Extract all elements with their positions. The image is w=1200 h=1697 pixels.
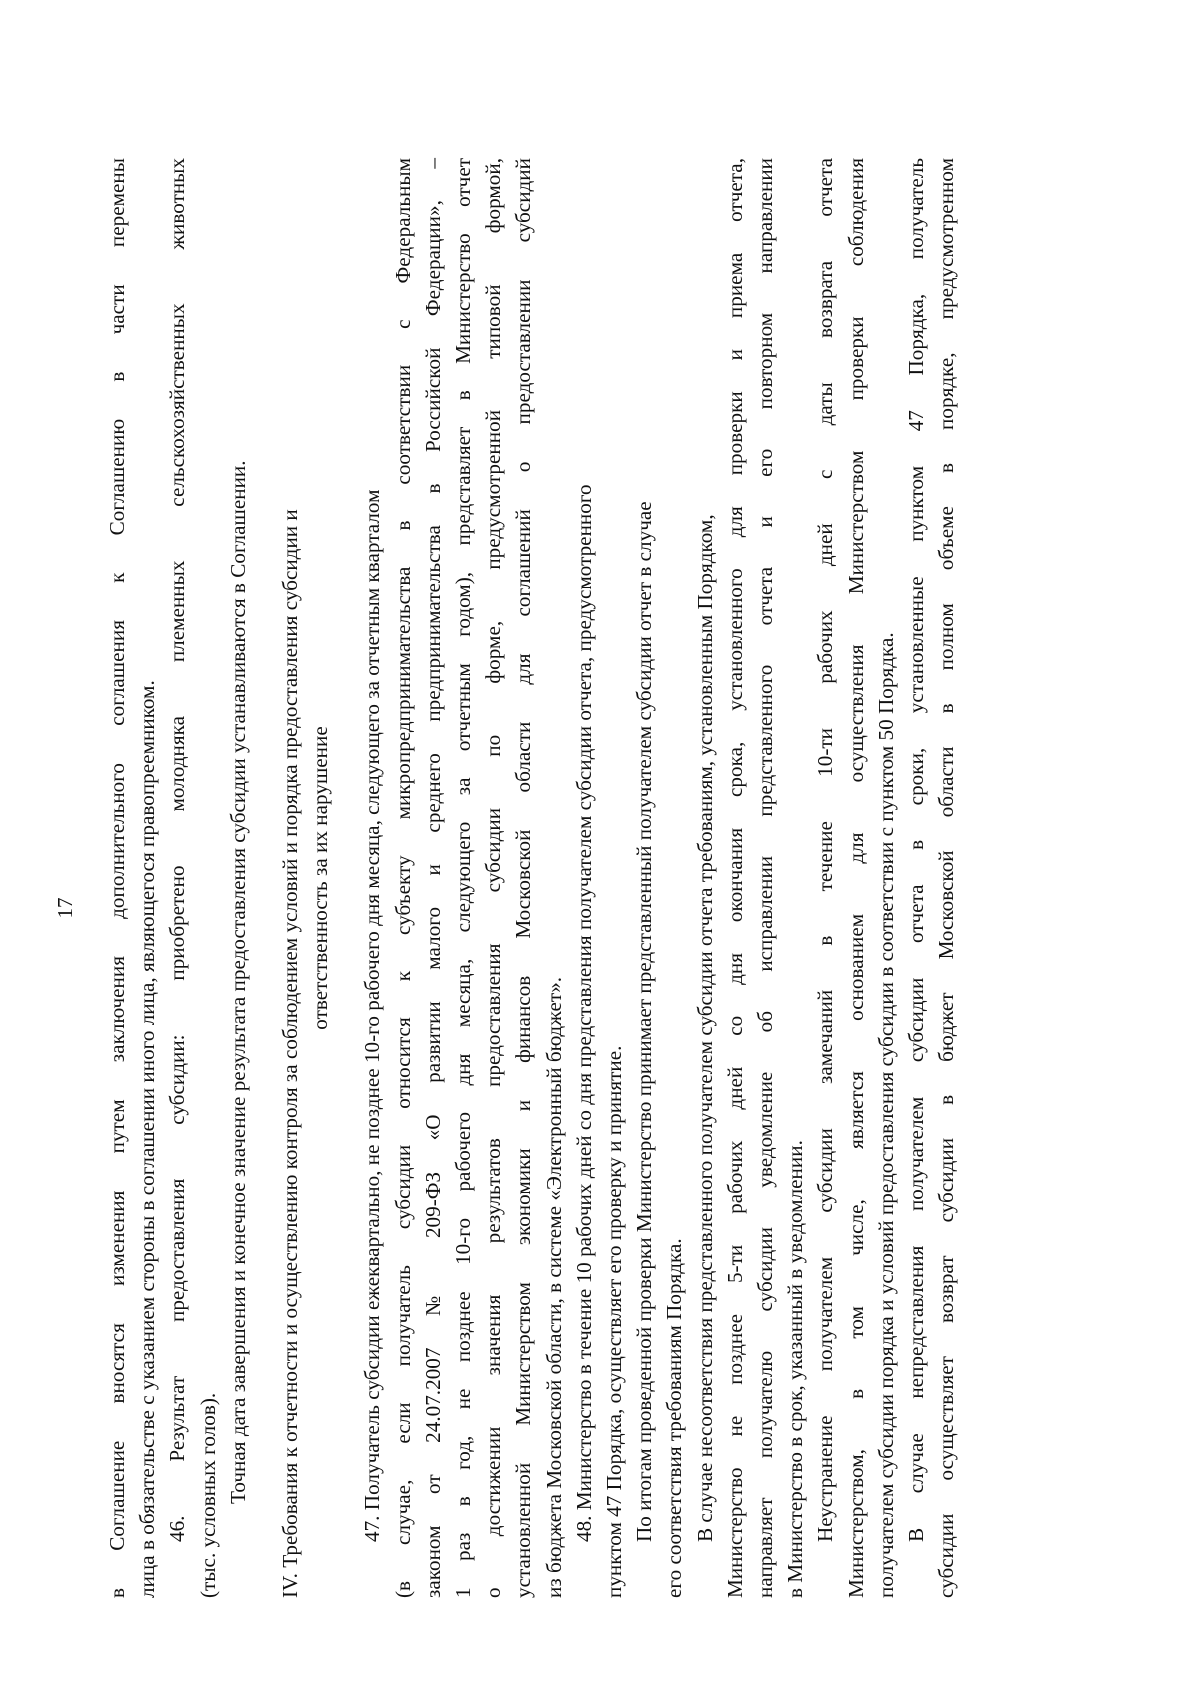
text-line: получателем субсидии порядка и условий предоставления субсидии в соответствии с пунктом 50 Порядка. [873,632,898,1598]
paragraph-check-results [629,158,689,1598]
rotated-page-content [50,68,1150,1628]
paragraph-47 [357,158,568,1598]
paragraph-failure-to-fix [810,158,901,1598]
text-line: его соответствия требованиям Порядка. [662,1238,687,1598]
text-line: (тыс. условных голов). [195,1392,220,1598]
text-line: в Соглашение вносятся изменения путем заключения дополнительного соглашения к Соглашению в части перемены [105,158,129,1598]
text-line: лица в обязательстве с указанием стороны в соглашении иного лица, являющегося правопреемником. [135,680,160,1598]
section-heading-iv [275,158,335,1598]
text-line: Министерство не позднее 5-ти рабочих дней со дня окончания срока, установленного для проверки и приема отчета, [722,158,747,1598]
text-line: субсидии осуществляет возврат субсидии в бюджет Московской области в полном объеме в порядке, предусмотренном [934,158,959,1598]
text-line: из бюджета Московской области, в системе «Электронный бюджет». [541,976,566,1598]
text-line: (в случае, если получатель субсидии относится к субъекту микропредпринимательства в соответствии с Федеральным [390,158,415,1598]
text-line: пунктом 47 Порядка, осуществляет его проверку и принятие. [602,1045,627,1598]
paragraph-non-submission [901,158,961,1598]
text-line: Неустранение получателем субсидии замечаний в течение 10-ти рабочих дней с даты возврата отчета [813,158,838,1542]
text-line: в Министерство в срок, указанный в уведомлении. [783,1140,808,1598]
text-line: направляет получателю субсидии уведомление об исправлении представленного отчета и его повторном направлении [753,158,778,1598]
paragraph-46 [162,158,222,1598]
text-line: В случае несоответствия представленного получателем субсидии отчета требованиям, установленным Порядком, [692,514,717,1542]
paragraph-result-date [223,158,253,1598]
text-line: По итогам проведенной проверки Министерство принимает представленный получателем субсидии отчет в случае [632,501,657,1542]
text-line: 1 раз в год, не позднее 10-го рабочего дня месяца, следующего за отчетным годом), представляет в Министерство отчет [451,158,476,1598]
heading-line: IV. Требования к отчетности и осуществлению контроля за соблюдением условий и порядка предоставления субсидии и [278,509,303,1598]
heading-line: ответственность за их нарушение [308,726,333,1030]
page-body [102,158,961,1598]
text-line: 47. Получатель субсидии ежеквартально, не позднее 10-го рабочего дня месяца, следующего за отчетным кварталом [360,489,385,1542]
text-line: 48. Министерство в течение 10 рабочих дней со дня представления получателем субсидии отчета, предусмотренного [571,484,596,1542]
text-line: о достижении значения результатов предоставления субсидии по форме, предусмотренной типовой формой, [481,158,506,1598]
paragraph-48 [569,158,629,1598]
text-line: В случае непредставления получателем субсидии отчета в сроки, установленные пунктом 47 Порядка, получатель [904,158,929,1542]
text-line: законом от 24.07.2007 № 209-ФЗ «О развитии малого и среднего предпринимательства в Российской Федерации», – [420,158,445,1598]
text-line: Точная дата завершения и конечное значение результата предоставления субсидии устанавливаются в Соглашении. [225,460,250,1504]
text-line: установленной Министерством экономики и финансов Московской области для соглашений о предоставлении субсидий [511,158,536,1598]
paragraph-noncompliance [690,158,811,1598]
paragraph-continuation [102,158,162,1598]
text-line: 46. Результат предоставления субсидии: приобретено молодняка племенных сельскохозяйственных животных [165,158,190,1542]
text-line: Министерством, в том числе, является основанием для осуществления Министерством проверки соблюдения [843,158,868,1598]
page-number: 17 [53,897,77,919]
